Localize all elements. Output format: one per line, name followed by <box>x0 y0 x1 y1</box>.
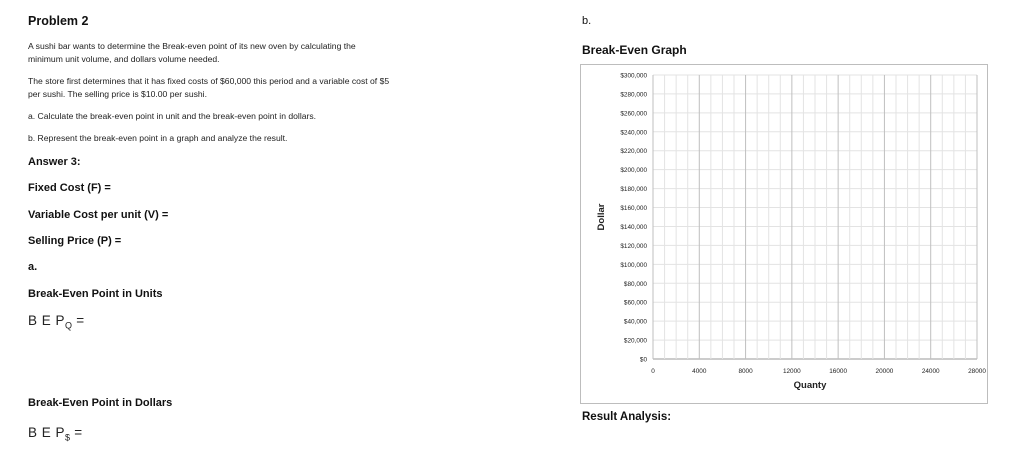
y-tick-label: $120,000 <box>620 242 647 250</box>
x-tick-label: 0 <box>651 368 655 375</box>
bep-d-subscript: $ <box>65 432 71 443</box>
x-tick-label: 8000 <box>738 368 753 375</box>
x-tick-labels <box>651 368 986 375</box>
chart-frame <box>580 64 988 404</box>
store-line-1: The store first determines that it has fixed costs of $60,000 this period and a variable cost of $5 <box>28 76 390 86</box>
task-a: a. Calculate the break-even point in unit and the break-even point in dollars. <box>28 111 317 121</box>
y-tick-label: $260,000 <box>620 110 647 118</box>
bep-dollars-label: Break-Even Point in Dollars <box>28 397 173 409</box>
bep-q-subscript: Q <box>65 320 73 331</box>
task-b: b. Represent the break-even point in a graph and analyze the result. <box>28 133 288 143</box>
y-tick-label: $280,000 <box>620 91 647 99</box>
x-tick-label: 4000 <box>692 368 707 375</box>
y-tick-label: $200,000 <box>620 167 647 175</box>
y-tick-label: $40,000 <box>623 318 647 326</box>
y-axis-label: Dollar <box>596 203 607 231</box>
y-tick-label: $0 <box>639 356 647 364</box>
y-tick-label: $300,000 <box>620 72 647 80</box>
result-analysis-label: Result Analysis: <box>582 411 672 423</box>
bep-q-formula <box>28 313 85 331</box>
y-tick-label: $20,000 <box>623 337 647 345</box>
y-tick-label: $80,000 <box>623 280 647 288</box>
y-tick-label: $140,000 <box>620 223 647 231</box>
selling-price-label: Selling Price (P) = <box>28 235 122 247</box>
bep-d-main: B E P <box>28 425 66 440</box>
bep-d-equals: = <box>70 425 83 440</box>
x-tick-label: 12000 <box>782 368 801 375</box>
x-tick-label: 24000 <box>921 368 940 375</box>
store-line-2: per sushi. The selling price is $10.00 per sushi. <box>28 89 207 99</box>
x-tick-label: 28000 <box>968 368 986 375</box>
y-tick-label: $60,000 <box>623 299 647 307</box>
y-tick-label: $220,000 <box>620 148 647 156</box>
bep-d-formula <box>28 425 83 443</box>
y-tick-label: $180,000 <box>620 186 647 194</box>
x-axis-label: Quanty <box>793 380 827 391</box>
answer-label: Answer 3: <box>28 156 81 168</box>
x-tick-label: 20000 <box>875 368 894 375</box>
y-tick-label: $240,000 <box>620 129 647 137</box>
y-tick-label: $160,000 <box>620 205 647 213</box>
bep-q-main: B E P <box>28 313 66 328</box>
intro-line-1: A sushi bar wants to determine the Break-even point of its new oven by calculating the <box>28 41 356 51</box>
y-tick-labels <box>620 73 647 364</box>
x-tick-label: 16000 <box>829 368 848 375</box>
bep-units-label: Break-Even Point in Units <box>28 288 163 300</box>
bep-q-equals: = <box>72 313 85 328</box>
variable-cost-label: Variable Cost per unit (V) = <box>28 209 169 221</box>
intro-line-2: minimum unit volume, and dollars volume needed. <box>28 54 220 64</box>
graph-title: Break-Even Graph <box>582 43 687 57</box>
fixed-cost-label: Fixed Cost (F) = <box>28 182 111 194</box>
problem-title: Problem 2 <box>28 14 89 28</box>
y-tick-label: $100,000 <box>620 261 647 269</box>
part-a-label: a. <box>28 261 38 273</box>
part-b-label: b. <box>582 15 592 27</box>
break-even-chart <box>581 65 987 403</box>
chart-grid <box>653 75 977 359</box>
